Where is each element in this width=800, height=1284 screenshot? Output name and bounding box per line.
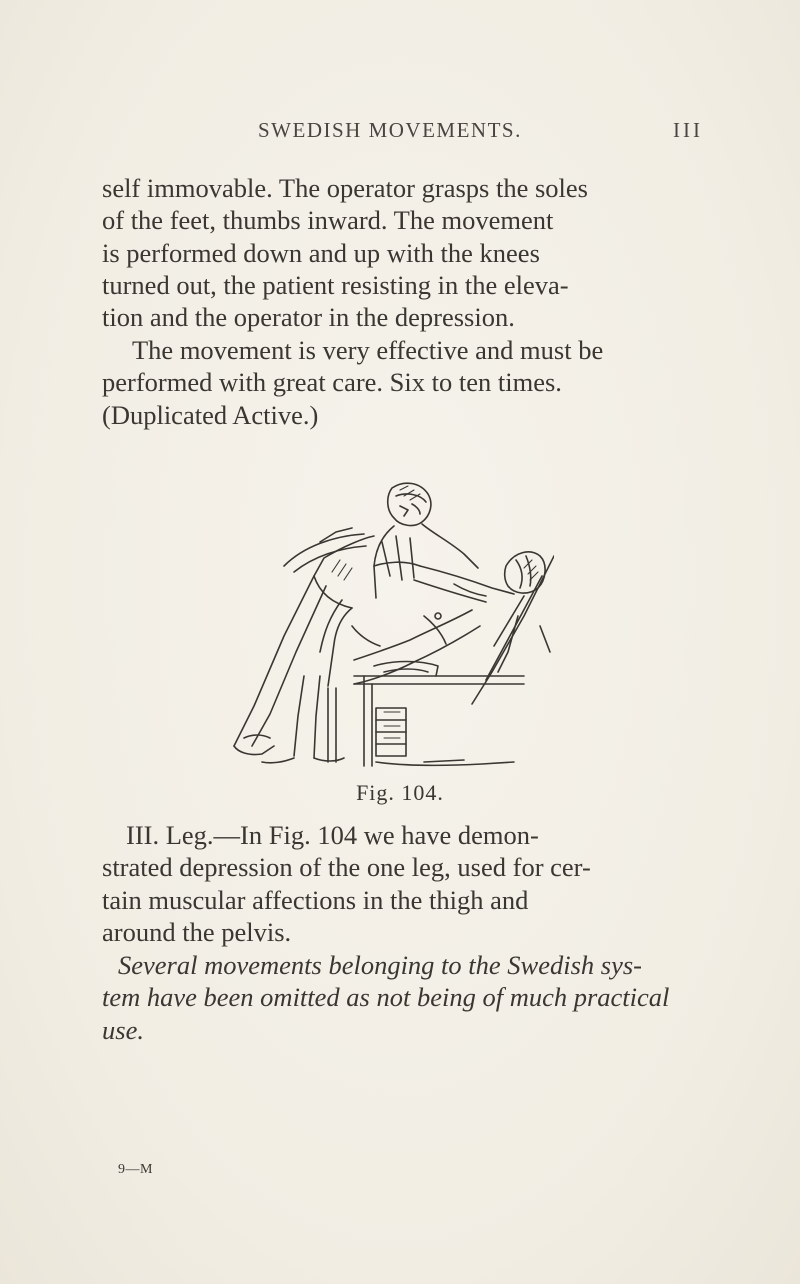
figure-caption: Fig. 104. xyxy=(356,780,444,805)
paragraph-4 xyxy=(102,949,722,1046)
page-number: III xyxy=(673,118,703,142)
text-line: turned out, the patient resisting in the eleva- xyxy=(102,269,569,300)
text-line: is performed down and up with the knees xyxy=(102,237,540,268)
paragraph-3 xyxy=(102,819,722,948)
figure-illustration xyxy=(224,476,554,776)
paragraph-2 xyxy=(102,334,722,431)
running-head xyxy=(0,118,800,148)
text-line: of the feet, thumbs inward. The movement xyxy=(102,205,554,236)
text-line: III. Leg.—In Fig. 104 we have demon- xyxy=(126,820,539,850)
text-line: The movement is very effective and must be xyxy=(132,335,604,365)
paragraph-1 xyxy=(102,172,722,333)
printer-signature: 9—M xyxy=(118,1162,153,1177)
text-line: use. xyxy=(102,1014,144,1045)
text-line: tem have been omitted as not being of much practical xyxy=(102,982,670,1013)
text-line: around the pelvis. xyxy=(102,916,292,947)
leg-depression-illustration xyxy=(224,476,554,776)
text-line: performed with great care. Six to ten times. xyxy=(102,367,562,398)
text-line: Several movements belonging to the Swedish sys- xyxy=(118,950,642,980)
text-line: tain muscular affections in the thigh and xyxy=(102,884,529,915)
text-line: strated depression of the one leg, used for cer- xyxy=(102,852,591,883)
running-title: SWEDISH MOVEMENTS. xyxy=(258,118,522,142)
text-line: tion and the operator in the depression. xyxy=(102,302,515,333)
text-line: (Duplicated Active.) xyxy=(102,399,319,430)
text-line: self immovable. The operator grasps the soles xyxy=(102,173,588,203)
